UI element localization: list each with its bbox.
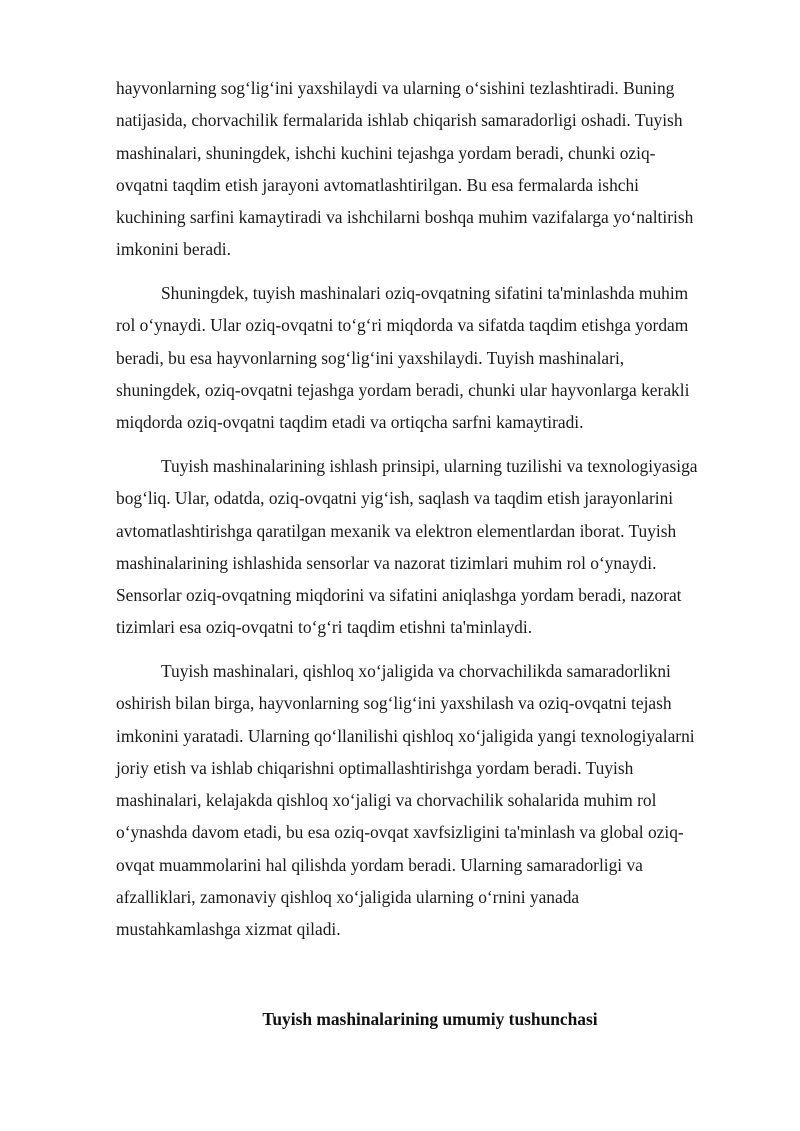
paragraph-line: hayvonlarning sog‘lig‘ini yaxshilaydi va ularning o‘sishini tezlashtiradi. Buning bbox=[116, 78, 675, 98]
paragraph-line: ovqat muammolarini hal qilishda yordam beradi. Ularning samaradorligi va bbox=[116, 854, 643, 875]
paragraph-line: natijasida, chorvachilik fermalarida ishlab chiqarish samaradorligi oshadi. Tuyish bbox=[116, 110, 683, 131]
paragraph-line: miqdorda oziq-ovqatni taqdim etadi va ortiqcha sarfni kamaytiradi. bbox=[116, 412, 584, 433]
paragraph-line: oshirish bilan birga, hayvonlarning sog‘lig‘ini yaxshilash va oziq-ovqatni tejash bbox=[116, 693, 672, 714]
paragraph-line: rol o‘ynaydi. Ular oziq-ovqatni to‘g‘ri miqdorda va sifatda taqdim etishga yordam bbox=[116, 315, 689, 336]
paragraph-3 bbox=[116, 450, 728, 644]
paragraph-line: avtomatlashtirishga qaratilgan mexanik va elektron elementlardan iborat. Tuyish bbox=[116, 520, 677, 541]
paragraph-line: imkonini yaratadi. Ularning qo‘llanilishi qishloq xo‘jaligida yangi texnologiyalarni bbox=[116, 725, 695, 746]
paragraph-line: Sensorlar oziq-ovqatning miqdorini va sifatini aniqlashga yordam beradi, nazorat bbox=[116, 585, 682, 606]
paragraph-line: mashinalari, kelajakda qishloq xo‘jaligi va chorvachilik sohalarida muhim rol bbox=[116, 790, 657, 811]
section-heading: Tuyish mashinalarining umumiy tushunchasi bbox=[262, 1009, 598, 1029]
paragraph-line: joriy etish va ishlab chiqarishni optimallashtirishga yordam beradi. Tuyish bbox=[116, 757, 634, 778]
paragraph-line: beradi, bu esa hayvonlarning sog‘lig‘ini yaxshilaydi. Tuyish mashinalari, bbox=[116, 347, 625, 368]
paragraph-line: bog‘liq. Ular, odatda, oziq-ovqatni yig‘ish, saqlash va taqdim etish jarayonlarini bbox=[116, 488, 674, 509]
paragraph-line: imkonini beradi. bbox=[116, 239, 231, 260]
paragraph-line: Tuyish mashinalari, qishloq xo‘jaligida va chorvachilikda samaradorlikni bbox=[161, 661, 671, 681]
paragraph-line: shuningdek, oziq-ovqatni tejashga yordam beradi, chunki ular hayvonlarga kerakli bbox=[116, 379, 690, 400]
paragraph-line: Tuyish mashinalarining ishlash prinsipi, ularning tuzilishi va texnologiyasiga bbox=[161, 456, 698, 476]
paragraph-line: mashinalarining ishlashida sensorlar va nazorat tizimlari muhim rol o‘ynaydi. bbox=[116, 552, 657, 573]
paragraph-line: mashinalari, shuningdek, ishchi kuchini tejashga yordam beradi, chunki oziq- bbox=[116, 142, 656, 163]
paragraph-line: ovqatni taqdim etish jarayoni avtomatlashtirilgan. Bu esa fermalarda ishchi bbox=[116, 174, 640, 195]
paragraph-line: mustahkamlashga xizmat qiladi. bbox=[116, 919, 341, 940]
paragraph-line: tizimlari esa oziq-ovqatni to‘g‘ri taqdim etishni ta'minlaydi. bbox=[116, 617, 533, 638]
paragraph-line: kuchining sarfini kamaytiradi va ishchilarni boshqa muhim vazifalarga yo‘naltirish bbox=[116, 207, 694, 228]
paragraph-line: o‘ynashda davom etadi, bu esa oziq-ovqat xavfsizligini ta'minlash va global oziq- bbox=[116, 822, 684, 843]
paragraph-4 bbox=[116, 655, 728, 946]
paragraph-1 bbox=[116, 72, 728, 266]
paragraph-line: afzalliklari, zamonaviy qishloq xo‘jaligida ularning o‘rnini yanada bbox=[116, 887, 580, 908]
paragraph-2 bbox=[116, 277, 728, 438]
paragraph-line: Shuningdek, tuyish mashinalari oziq-ovqatning sifatini ta'minlashda muhim bbox=[161, 283, 689, 303]
